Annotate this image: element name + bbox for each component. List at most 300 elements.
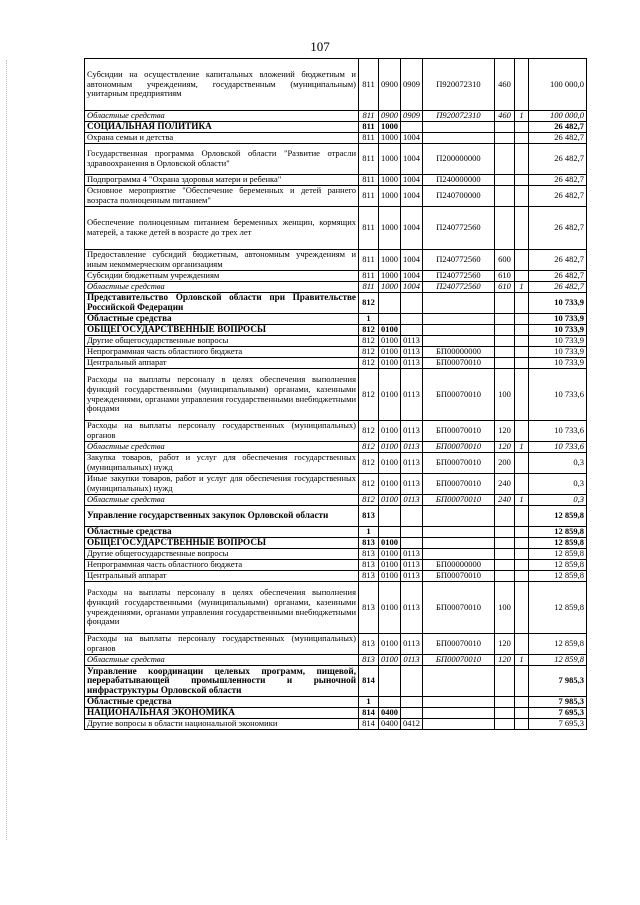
target-article-code <box>423 527 495 538</box>
table-row <box>85 506 587 527</box>
funding-source-code <box>515 634 529 655</box>
table-row <box>85 207 587 250</box>
subsection-code: 0113 <box>401 560 423 571</box>
table-row <box>85 697 587 708</box>
subsection-code: 0113 <box>401 634 423 655</box>
ministry-code: 812 <box>359 442 379 453</box>
ministry-code: 811 <box>359 186 379 207</box>
funding-source-code <box>515 186 529 207</box>
subsection-code: 0113 <box>401 495 423 506</box>
ministry-code: 814 <box>359 666 379 697</box>
expense-type-code <box>495 314 515 325</box>
amount: 10 733,9 <box>529 347 587 358</box>
section-code: 0100 <box>379 495 401 506</box>
table-row <box>85 369 587 421</box>
section-code: 1000 <box>379 207 401 250</box>
target-article-code <box>423 122 495 133</box>
amount: 26 482,7 <box>529 133 587 144</box>
funding-source-code <box>515 347 529 358</box>
row-name: Управление координации целевых программ, пищевой, перерабатывающей промышленности и рыночной инфраструктуры Орловской области <box>85 666 359 697</box>
funding-source-code <box>515 144 529 175</box>
expense-type-code <box>495 506 515 527</box>
section-code: 0100 <box>379 369 401 421</box>
table-row <box>85 634 587 655</box>
expense-type-code <box>495 133 515 144</box>
expense-type-code <box>495 666 515 697</box>
amount: 12 859,8 <box>529 655 587 666</box>
ministry-code: 812 <box>359 369 379 421</box>
row-name: Расходы на выплаты персоналу в целях обеспечения выполнения функций государственными (муниципальными) органами, казенными учреждениями, органами управления государственными внебюджетными фондами <box>85 582 359 634</box>
ministry-code: 1 <box>359 527 379 538</box>
subsection-code: 0113 <box>401 549 423 560</box>
expense-type-code <box>495 186 515 207</box>
ministry-code: 813 <box>359 655 379 666</box>
section-code: 0100 <box>379 549 401 560</box>
ministry-code: 812 <box>359 358 379 369</box>
expense-type-code <box>495 325 515 336</box>
funding-source-code <box>515 122 529 133</box>
table-row <box>85 538 587 549</box>
section-code: 1000 <box>379 133 401 144</box>
ministry-code: 811 <box>359 59 379 111</box>
expense-type-code: 100 <box>495 369 515 421</box>
row-name: Субсидии на осуществление капитальных вложений бюджетным и автономным учреждениям, государственным (муниципальным) унитарным предприятиям <box>85 59 359 111</box>
section-code: 1000 <box>379 144 401 175</box>
row-name: Областные средства <box>85 655 359 666</box>
expense-type-code <box>495 549 515 560</box>
ministry-code: 813 <box>359 538 379 549</box>
ministry-code: 811 <box>359 133 379 144</box>
amount: 10 733,9 <box>529 358 587 369</box>
section-code: 1000 <box>379 175 401 186</box>
section-code: 1000 <box>379 250 401 271</box>
table-row <box>85 111 587 122</box>
funding-source-code <box>515 133 529 144</box>
target-article-code <box>423 697 495 708</box>
target-article-code <box>423 293 495 314</box>
amount: 26 482,7 <box>529 175 587 186</box>
table-row <box>85 282 587 293</box>
target-article-code: БП00000000 <box>423 347 495 358</box>
row-name: Областные средства <box>85 527 359 538</box>
amount: 100 000,0 <box>529 111 587 122</box>
target-article-code: БП00070010 <box>423 369 495 421</box>
subsection-code <box>401 325 423 336</box>
ministry-code: 812 <box>359 325 379 336</box>
subsection-code: 1004 <box>401 207 423 250</box>
expense-type-code: 120 <box>495 421 515 442</box>
table-row <box>85 708 587 719</box>
section-code: 0900 <box>379 111 401 122</box>
table-row <box>85 175 587 186</box>
subsection-code: 0113 <box>401 369 423 421</box>
row-name: Обеспечение полноценным питанием беременных женщин, кормящих матерей, а также детей в возрасте до трех лет <box>85 207 359 250</box>
row-name: Центральный аппарат <box>85 571 359 582</box>
target-article-code: П200000000 <box>423 144 495 175</box>
table-row <box>85 453 587 474</box>
section-code <box>379 293 401 314</box>
amount: 10 733,9 <box>529 314 587 325</box>
subsection-code: 0113 <box>401 453 423 474</box>
section-code: 0100 <box>379 453 401 474</box>
budget-table <box>84 58 587 730</box>
target-article-code: БП00070010 <box>423 582 495 634</box>
expense-type-code <box>495 175 515 186</box>
row-name: Областные средства <box>85 442 359 453</box>
table-row <box>85 442 587 453</box>
ministry-code: 811 <box>359 122 379 133</box>
ministry-code: 814 <box>359 719 379 730</box>
row-name: Охрана семьи и детства <box>85 133 359 144</box>
funding-source-code <box>515 538 529 549</box>
section-code: 0400 <box>379 708 401 719</box>
funding-source-code <box>515 59 529 111</box>
ministry-code: 811 <box>359 271 379 282</box>
row-name: Другие вопросы в области национальной экономики <box>85 719 359 730</box>
expense-type-code: 610 <box>495 271 515 282</box>
target-article-code <box>423 708 495 719</box>
expense-type-code: 120 <box>495 655 515 666</box>
row-name: Субсидии бюджетным учреждениям <box>85 271 359 282</box>
subsection-code: 1004 <box>401 133 423 144</box>
funding-source-code: 1 <box>515 655 529 666</box>
subsection-code <box>401 666 423 697</box>
target-article-code: П240700000 <box>423 186 495 207</box>
section-code: 1000 <box>379 271 401 282</box>
table-row <box>85 474 587 495</box>
amount: 12 859,8 <box>529 571 587 582</box>
amount: 10 733,6 <box>529 442 587 453</box>
row-name: Иные закупки товаров, работ и услуг для обеспечения государственных (муниципальных) нужд <box>85 474 359 495</box>
amount: 0,3 <box>529 495 587 506</box>
section-code: 0100 <box>379 442 401 453</box>
table-row <box>85 250 587 271</box>
ministry-code: 813 <box>359 506 379 527</box>
row-name: Расходы на выплаты персоналу государственных (муниципальных) органов <box>85 421 359 442</box>
section-code: 0400 <box>379 719 401 730</box>
table-row <box>85 122 587 133</box>
subsection-code <box>401 708 423 719</box>
ministry-code: 813 <box>359 560 379 571</box>
row-name: Другие общегосударственные вопросы <box>85 549 359 560</box>
target-article-code <box>423 336 495 347</box>
amount: 10 733,9 <box>529 325 587 336</box>
subsection-code <box>401 293 423 314</box>
subsection-code <box>401 122 423 133</box>
target-article-code: П920072310 <box>423 59 495 111</box>
table-row <box>85 59 587 111</box>
amount: 26 482,7 <box>529 271 587 282</box>
funding-source-code: 1 <box>515 495 529 506</box>
table-row <box>85 325 587 336</box>
subsection-code: 0113 <box>401 474 423 495</box>
amount: 12 859,8 <box>529 549 587 560</box>
expense-type-code <box>495 144 515 175</box>
table-row <box>85 293 587 314</box>
row-name: НАЦИОНАЛЬНАЯ ЭКОНОМИКА <box>85 708 359 719</box>
section-code <box>379 666 401 697</box>
expense-type-code <box>495 719 515 730</box>
expense-type-code: 120 <box>495 634 515 655</box>
amount: 26 482,7 <box>529 144 587 175</box>
expense-type-code <box>495 527 515 538</box>
subsection-code: 1004 <box>401 144 423 175</box>
ministry-code: 813 <box>359 571 379 582</box>
subsection-code: 1004 <box>401 175 423 186</box>
page-margin-marks <box>6 60 8 840</box>
section-code: 0100 <box>379 655 401 666</box>
section-code <box>379 506 401 527</box>
funding-source-code <box>515 358 529 369</box>
funding-source-code <box>515 369 529 421</box>
expense-type-code <box>495 122 515 133</box>
row-name: Закупка товаров, работ и услуг для обеспечения государственных (муниципальных) нужд <box>85 453 359 474</box>
subsection-code: 0909 <box>401 59 423 111</box>
funding-source-code <box>515 175 529 186</box>
target-article-code: П240772560 <box>423 207 495 250</box>
table-row <box>85 186 587 207</box>
table-row <box>85 666 587 697</box>
section-code: 1000 <box>379 122 401 133</box>
table-row <box>85 560 587 571</box>
subsection-code <box>401 314 423 325</box>
expense-type-code <box>495 347 515 358</box>
funding-source-code <box>515 250 529 271</box>
expense-type-code: 600 <box>495 250 515 271</box>
funding-source-code <box>515 325 529 336</box>
row-name: СОЦИАЛЬНАЯ ПОЛИТИКА <box>85 122 359 133</box>
funding-source-code <box>515 293 529 314</box>
subsection-code: 1004 <box>401 282 423 293</box>
row-name: ОБЩЕГОСУДАРСТВЕННЫЕ ВОПРОСЫ <box>85 325 359 336</box>
table-row <box>85 271 587 282</box>
ministry-code: 811 <box>359 282 379 293</box>
row-name: Предоставление субсидий бюджетным, автономным учреждениям и иным некоммерческим организациям <box>85 250 359 271</box>
target-article-code <box>423 549 495 560</box>
section-code: 0100 <box>379 325 401 336</box>
table-row <box>85 421 587 442</box>
ministry-code: 814 <box>359 708 379 719</box>
funding-source-code <box>515 582 529 634</box>
subsection-code: 0113 <box>401 655 423 666</box>
section-code: 0900 <box>379 59 401 111</box>
row-name: Непрограммная часть областного бюджета <box>85 347 359 358</box>
amount: 26 482,7 <box>529 122 587 133</box>
ministry-code: 811 <box>359 111 379 122</box>
ministry-code: 811 <box>359 250 379 271</box>
row-name: Областные средства <box>85 314 359 325</box>
target-article-code: БП00070010 <box>423 474 495 495</box>
table-row <box>85 314 587 325</box>
expense-type-code: 460 <box>495 111 515 122</box>
expense-type-code <box>495 697 515 708</box>
funding-source-code <box>515 527 529 538</box>
funding-source-code <box>515 453 529 474</box>
ministry-code: 812 <box>359 336 379 347</box>
subsection-code: 0412 <box>401 719 423 730</box>
ministry-code: 1 <box>359 314 379 325</box>
expense-type-code <box>495 538 515 549</box>
target-article-code: БП00070010 <box>423 358 495 369</box>
table-row <box>85 358 587 369</box>
section-code: 0100 <box>379 560 401 571</box>
section-code: 0100 <box>379 336 401 347</box>
ministry-code: 812 <box>359 421 379 442</box>
ministry-code: 811 <box>359 175 379 186</box>
amount: 0,3 <box>529 474 587 495</box>
table-row <box>85 549 587 560</box>
section-code: 0100 <box>379 474 401 495</box>
expense-type-code <box>495 708 515 719</box>
section-code: 0100 <box>379 571 401 582</box>
expense-type-code: 200 <box>495 453 515 474</box>
section-code: 0100 <box>379 582 401 634</box>
subsection-code <box>401 506 423 527</box>
table-row <box>85 336 587 347</box>
ministry-code: 812 <box>359 453 379 474</box>
section-code: 0100 <box>379 538 401 549</box>
subsection-code <box>401 527 423 538</box>
section-code <box>379 697 401 708</box>
row-name: Центральный аппарат <box>85 358 359 369</box>
expense-type-code <box>495 560 515 571</box>
funding-source-code <box>515 666 529 697</box>
amount: 10 733,9 <box>529 336 587 347</box>
funding-source-code: 1 <box>515 282 529 293</box>
row-name: Непрограммная часть областного бюджета <box>85 560 359 571</box>
target-article-code <box>423 506 495 527</box>
amount: 7 985,3 <box>529 666 587 697</box>
expense-type-code <box>495 571 515 582</box>
amount: 12 859,8 <box>529 582 587 634</box>
row-name: Областные средства <box>85 282 359 293</box>
target-article-code: БП00070010 <box>423 634 495 655</box>
subsection-code: 1004 <box>401 186 423 207</box>
amount: 26 482,7 <box>529 186 587 207</box>
row-name: Представительство Орловской области при Правительстве Российской Федерации <box>85 293 359 314</box>
amount: 26 482,7 <box>529 207 587 250</box>
ministry-code: 813 <box>359 634 379 655</box>
section-code: 0100 <box>379 421 401 442</box>
expense-type-code: 240 <box>495 474 515 495</box>
target-article-code: БП00070010 <box>423 495 495 506</box>
section-code: 1000 <box>379 186 401 207</box>
subsection-code: 0113 <box>401 347 423 358</box>
table-row <box>85 527 587 538</box>
funding-source-code <box>515 506 529 527</box>
section-code: 0100 <box>379 358 401 369</box>
funding-source-code <box>515 474 529 495</box>
row-name: Основное мероприятие "Обеспечение беременных и детей раннего возраста полноценным питанием" <box>85 186 359 207</box>
row-name: Областные средства <box>85 111 359 122</box>
funding-source-code <box>515 708 529 719</box>
table-row <box>85 347 587 358</box>
amount: 12 859,8 <box>529 538 587 549</box>
target-article-code <box>423 133 495 144</box>
ministry-code: 811 <box>359 207 379 250</box>
ministry-code: 812 <box>359 495 379 506</box>
section-code <box>379 314 401 325</box>
subsection-code: 0113 <box>401 582 423 634</box>
target-article-code: БП00070010 <box>423 655 495 666</box>
expense-type-code: 120 <box>495 442 515 453</box>
expense-type-code <box>495 207 515 250</box>
ministry-code: 811 <box>359 144 379 175</box>
ministry-code: 813 <box>359 582 379 634</box>
table-row <box>85 719 587 730</box>
row-name: Расходы на выплаты персоналу в целях обеспечения выполнения функций государственными (муниципальными) органами, казенными учреждениями, органами управления государственными внебюджетными фондами <box>85 369 359 421</box>
amount: 12 859,8 <box>529 527 587 538</box>
table-row <box>85 495 587 506</box>
row-name: Управление государственных закупок Орловской области <box>85 506 359 527</box>
row-name: Другие общегосударственные вопросы <box>85 336 359 347</box>
expense-type-code: 460 <box>495 59 515 111</box>
funding-source-code <box>515 560 529 571</box>
amount: 12 859,8 <box>529 560 587 571</box>
section-code <box>379 527 401 538</box>
amount: 100 000,0 <box>529 59 587 111</box>
target-article-code <box>423 719 495 730</box>
funding-source-code <box>515 207 529 250</box>
amount: 10 733,9 <box>529 293 587 314</box>
row-name: ОБЩЕГОСУДАРСТВЕННЫЕ ВОПРОСЫ <box>85 538 359 549</box>
amount: 7 695,3 <box>529 719 587 730</box>
target-article-code: БП00070010 <box>423 442 495 453</box>
table-row <box>85 571 587 582</box>
subsection-code: 0113 <box>401 358 423 369</box>
funding-source-code <box>515 549 529 560</box>
ministry-code: 812 <box>359 293 379 314</box>
target-article-code: П240772560 <box>423 250 495 271</box>
target-article-code: БП00070010 <box>423 421 495 442</box>
amount: 0,3 <box>529 453 587 474</box>
ministry-code: 1 <box>359 697 379 708</box>
amount: 7 695,3 <box>529 708 587 719</box>
amount: 26 482,7 <box>529 282 587 293</box>
table-row <box>85 133 587 144</box>
funding-source-code <box>515 271 529 282</box>
section-code: 0100 <box>379 634 401 655</box>
target-article-code <box>423 538 495 549</box>
expense-type-code <box>495 293 515 314</box>
expense-type-code <box>495 358 515 369</box>
amount: 26 482,7 <box>529 250 587 271</box>
table-row <box>85 144 587 175</box>
expense-type-code: 610 <box>495 282 515 293</box>
target-article-code: П240772560 <box>423 271 495 282</box>
subsection-code: 0113 <box>401 571 423 582</box>
funding-source-code: 1 <box>515 111 529 122</box>
funding-source-code: 1 <box>515 442 529 453</box>
funding-source-code <box>515 697 529 708</box>
row-name: Государственная программа Орловской области "Развитие отрасли здравоохранения в Орловской области" <box>85 144 359 175</box>
funding-source-code <box>515 571 529 582</box>
target-article-code: БП00070010 <box>423 453 495 474</box>
row-name: Областные средства <box>85 697 359 708</box>
target-article-code <box>423 314 495 325</box>
subsection-code: 0113 <box>401 421 423 442</box>
table-row <box>85 582 587 634</box>
subsection-code: 1004 <box>401 250 423 271</box>
target-article-code <box>423 325 495 336</box>
subsection-code: 0113 <box>401 442 423 453</box>
section-code: 0100 <box>379 347 401 358</box>
row-name: Подпрограмма 4 "Охрана здоровья матери и ребенка" <box>85 175 359 186</box>
row-name: Областные средства <box>85 495 359 506</box>
subsection-code <box>401 697 423 708</box>
subsection-code <box>401 538 423 549</box>
funding-source-code <box>515 719 529 730</box>
